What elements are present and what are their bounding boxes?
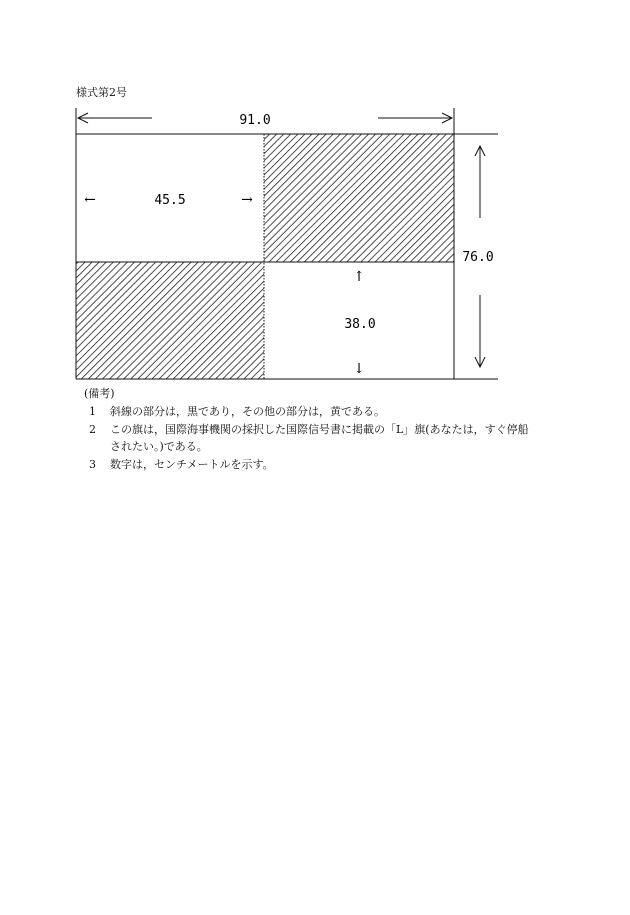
half-width-arrow-left: ← xyxy=(84,192,96,208)
note-item xyxy=(76,403,546,421)
note-number: 3 xyxy=(89,458,96,471)
notes-heading: (備考) xyxy=(84,387,115,400)
note-text: 斜線の部分は，黒であり，その他の部分は，黄である。 xyxy=(110,405,385,418)
height-label: 76.0 xyxy=(462,250,494,265)
height-arrow-down xyxy=(475,295,485,367)
width-arrow-left xyxy=(78,113,152,123)
note-text-continuation: されたい。)である。 xyxy=(110,440,208,453)
quadrant-bottom-left-hatched xyxy=(76,262,264,379)
note-number: 2 xyxy=(89,423,96,436)
notes-section xyxy=(76,385,546,474)
note-text: この旗は，国際海事機関の採択した国際信号書に掲載の「L」旗(あなたは，すぐ停船 xyxy=(110,423,529,436)
half-height-arrow-up: ↑ xyxy=(353,269,365,285)
half-height-arrow-down: ↓ xyxy=(353,361,365,377)
flag-diagram xyxy=(0,0,630,400)
note-item xyxy=(76,421,546,439)
form-title: 様式第2号 xyxy=(76,86,127,99)
height-arrow-up xyxy=(475,146,485,218)
note-text: 数字は，センチメートルを示す。 xyxy=(110,458,274,471)
quadrant-top-right-hatched xyxy=(264,134,454,262)
note-number: 1 xyxy=(89,405,96,418)
half-width-label: 45.5 xyxy=(154,193,186,208)
width-label: 91.0 xyxy=(239,113,271,128)
half-width-arrow-right: → xyxy=(241,192,253,208)
half-height-label: 38.0 xyxy=(344,317,376,332)
note-item xyxy=(76,456,546,474)
width-arrow-right xyxy=(378,113,452,123)
